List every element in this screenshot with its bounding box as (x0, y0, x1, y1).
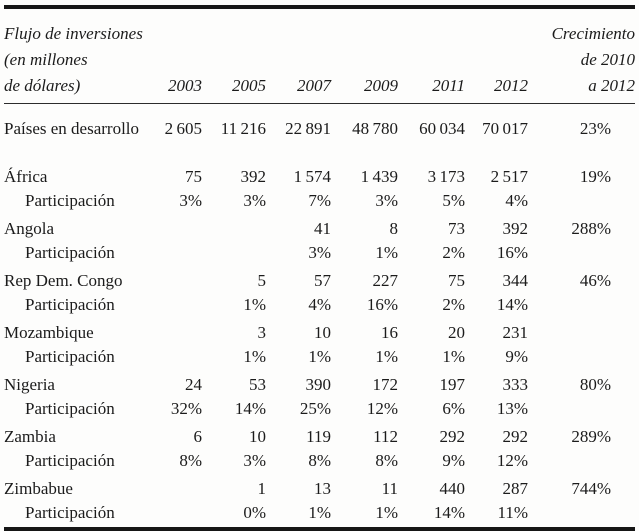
cell-value: 75 (448, 271, 465, 290)
cell-value: 3% (243, 451, 266, 470)
table-row-participation (4, 293, 635, 317)
cell-value: 2% (442, 243, 465, 262)
cell-value: 392 (502, 219, 528, 238)
cell-value: 73 (448, 219, 465, 238)
cell-value (202, 241, 266, 265)
cell-growth-value (528, 397, 635, 421)
cell-value: 1% (375, 243, 398, 262)
cell-value: 3 173 (427, 167, 465, 186)
cell-value: 8% (308, 451, 331, 470)
header-row (4, 9, 635, 104)
cell-value: 119 (306, 427, 331, 446)
cell-value: 390 (305, 375, 331, 394)
table-row-participation (4, 397, 635, 421)
cell-value: 11% (497, 503, 528, 522)
cell-growth-value (528, 449, 635, 473)
cell-value: 1% (375, 347, 398, 366)
row-label: Países en desarrollo (4, 119, 140, 138)
cell-value (202, 213, 266, 241)
cell-value: 3% (375, 191, 398, 210)
cell-value (152, 241, 202, 265)
cell-value: 333 (502, 375, 528, 394)
cell-value: 8% (375, 451, 398, 470)
column-header-2012: 2012 (465, 9, 528, 104)
cell-value: 1% (243, 347, 266, 366)
cell-value: 292 (439, 427, 465, 446)
cell-value: 8 (389, 219, 398, 238)
cell-value: 70 017 (482, 119, 528, 138)
cell-value: 172 (372, 375, 398, 394)
cell-value: 16% (496, 243, 528, 262)
cell-value: 14% (433, 503, 465, 522)
cell-value: 10 (249, 427, 266, 446)
cell-value: 4% (505, 191, 528, 210)
table-row-country (4, 421, 635, 449)
cell-value: 1% (308, 503, 331, 522)
cell-value: 13% (496, 399, 528, 418)
cell-value (152, 265, 202, 293)
cell-growth-value (528, 317, 635, 345)
cell-value: 1 439 (360, 167, 398, 186)
row-label: Participación (25, 191, 115, 210)
cell-value: 5% (442, 191, 465, 210)
column-header-2007: 2007 (266, 9, 331, 104)
scanned-document-page (4, 0, 635, 531)
row-label: Zimbabue (4, 479, 73, 498)
cell-value: 440 (439, 479, 465, 498)
cell-value: 231 (502, 323, 528, 342)
column-header-2003: 2003 (152, 9, 202, 104)
cell-value: 20 (448, 323, 465, 342)
column-header-growth (528, 9, 635, 104)
table-title (4, 9, 152, 104)
row-label: Participación (25, 295, 115, 314)
table-row-participation (4, 501, 635, 525)
cell-value: 227 (372, 271, 398, 290)
cell-value: 197 (439, 375, 465, 394)
cell-value: 1 574 (293, 167, 331, 186)
row-label: Participación (25, 451, 115, 470)
cell-value: 12% (366, 399, 398, 418)
cell-value: 1% (308, 347, 331, 366)
table-row-country (4, 369, 635, 397)
cell-value: 6% (442, 399, 465, 418)
cell-growth-value (528, 345, 635, 369)
cell-value (152, 293, 202, 317)
cell-value: 2 605 (164, 119, 202, 138)
cell-value: 292 (502, 427, 528, 446)
cell-value: 11 216 (220, 119, 266, 138)
bottom-rule (4, 527, 635, 531)
cell-value: 75 (185, 167, 202, 186)
cell-value: 13 (314, 479, 331, 498)
cell-value: 344 (502, 271, 528, 290)
cell-value: 1% (243, 295, 266, 314)
cell-value: 9% (505, 347, 528, 366)
cell-growth-value: 19% (579, 167, 611, 186)
cell-value: 6 (193, 427, 202, 446)
cell-value: 41 (314, 219, 331, 238)
table-row-participation (4, 189, 635, 213)
cell-value: 1% (375, 503, 398, 522)
cell-value (152, 473, 202, 501)
cell-growth-value: 289% (571, 427, 611, 446)
row-label: Participación (25, 243, 115, 262)
row-label: Nigeria (4, 375, 55, 394)
cell-value: 48 780 (352, 119, 398, 138)
table-row-total (4, 104, 635, 162)
cell-value: 32% (170, 399, 202, 418)
cell-growth-value (528, 241, 635, 265)
table-row-country (4, 473, 635, 501)
cell-value (152, 501, 202, 525)
table-row-country (4, 265, 635, 293)
row-label: Zambia (4, 427, 56, 446)
cell-value: 2% (442, 295, 465, 314)
cell-value: 16% (366, 295, 398, 314)
cell-value: 53 (249, 375, 266, 394)
table-title-line: Flujo de inversiones (4, 24, 143, 43)
cell-value (152, 213, 202, 241)
row-label: Angola (4, 219, 55, 238)
growth-header-line: Crecimiento (551, 24, 635, 43)
row-label: Participación (25, 399, 115, 418)
row-label: Rep Dem. Congo (4, 271, 123, 290)
cell-value (152, 345, 202, 369)
row-label: África (4, 167, 48, 186)
cell-value: 12% (496, 451, 528, 470)
row-label: Mozambique (4, 323, 94, 342)
table-body (4, 104, 635, 526)
cell-value: 7% (308, 191, 331, 210)
column-header-2005: 2005 (202, 9, 266, 104)
table-row-participation (4, 241, 635, 265)
cell-value: 5 (257, 271, 266, 290)
growth-header-line: a 2012 (588, 76, 635, 95)
cell-value: 14% (234, 399, 266, 418)
cell-value: 112 (373, 427, 398, 446)
table-row-country (4, 317, 635, 345)
cell-value: 22 891 (285, 119, 331, 138)
cell-growth-value: 80% (579, 375, 611, 394)
cell-value: 60 034 (419, 119, 465, 138)
cell-value: 25% (299, 399, 331, 418)
cell-value: 8% (179, 451, 202, 470)
cell-value: 16 (381, 323, 398, 342)
table-title-line: (en millones (4, 50, 88, 69)
cell-value: 1 (257, 479, 266, 498)
cell-value: 9% (442, 451, 465, 470)
column-header-2009: 2009 (331, 9, 398, 104)
cell-value: 2 517 (490, 167, 528, 186)
cell-value: 3% (308, 243, 331, 262)
column-header-2011: 2011 (398, 9, 465, 104)
cell-value: 3 (257, 323, 266, 342)
cell-growth-value (528, 293, 635, 317)
cell-value: 3% (243, 191, 266, 210)
cell-value: 287 (502, 479, 528, 498)
cell-value: 24 (185, 375, 202, 394)
table-row-country (4, 213, 635, 241)
investment-flows-table (4, 9, 635, 525)
cell-growth-value (528, 501, 635, 525)
cell-value: 1% (442, 347, 465, 366)
cell-growth-value: 23% (579, 119, 611, 138)
table-title-line: de dólares) (4, 76, 81, 95)
cell-value: 392 (240, 167, 266, 186)
cell-value: 0% (243, 503, 266, 522)
cell-growth-value: 46% (579, 271, 611, 290)
cell-growth-value (528, 189, 635, 213)
cell-growth-value: 288% (571, 219, 611, 238)
table-row-participation (4, 449, 635, 473)
cell-value (152, 317, 202, 345)
cell-growth-value: 744% (571, 479, 611, 498)
cell-value: 11 (381, 479, 398, 498)
table-row-participation (4, 345, 635, 369)
table-row-country (4, 161, 635, 189)
growth-header-line: de 2010 (580, 50, 635, 69)
cell-value: 4% (308, 295, 331, 314)
cell-value: 3% (179, 191, 202, 210)
cell-value: 57 (314, 271, 331, 290)
cell-value: 14% (496, 295, 528, 314)
row-label: Participación (25, 503, 115, 522)
cell-value: 10 (314, 323, 331, 342)
row-label: Participación (25, 347, 115, 366)
